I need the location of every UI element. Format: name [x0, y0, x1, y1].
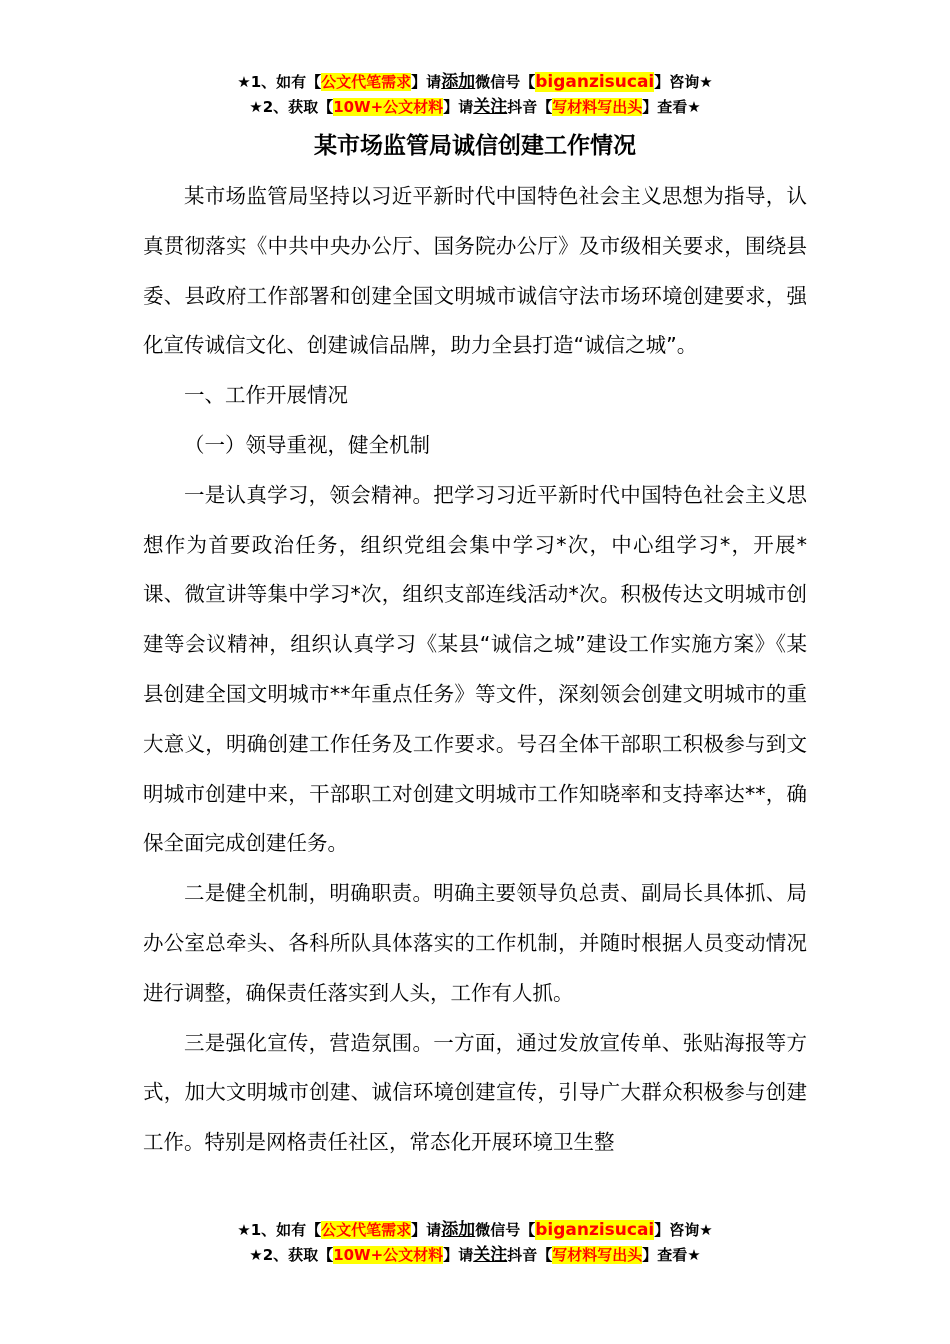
banner-text: 】查看★ [642, 1246, 701, 1264]
banner-emphasis: 关注 [473, 1245, 508, 1265]
banner-text: ★1、如有【 [237, 73, 322, 91]
banner-highlight: 10W+公文材料 [333, 98, 444, 116]
banner-emphasis: 添加 [441, 72, 476, 92]
banner-text: 】咨询★ [654, 1221, 713, 1239]
banner-text: 】请 [443, 98, 474, 116]
banner-line-1 [0, 70, 950, 95]
paragraph: 一是认真学习，领会精神。把学习习近平新时代中国特色社会主义思想作为首要政治任务，组织党组会集中学习*次，中心组学习*，开展*课、微宣讲等集中学习*次，组织支部连线活动*次。积极传达文明城市创建等会议精神，组织认真学习《某县“诚信之城”建设工作实施方案》《某县创建全国文明城市**年重点任务》等文件，深刻领会创建文明城市的重大意义，明确创建工作任务及工作要求。号召全体干部职工积极参与到文明城市创建中来，干部职工对创建文明城市工作知晓率和支持率达**，确保全面完成创建任务。 [143, 482, 807, 856]
subsection-heading: （一）领导重视，健全机制 [184, 432, 430, 457]
banner-text: 】请 [443, 1246, 474, 1264]
banner-text: 】查看★ [642, 98, 701, 116]
banner-highlight: biganzisucai [535, 1220, 655, 1240]
document-body [143, 172, 807, 1168]
banner-text: ★2、获取【 [249, 1246, 334, 1264]
banner-text: 抖音【 [507, 98, 553, 116]
section-heading: 一、工作开展情况 [184, 383, 348, 408]
banner-highlight: 写材料写出头 [552, 98, 643, 116]
banner-text: 】请 [411, 1221, 442, 1239]
document-title: 某市场监管局诚信创建工作情况 [314, 133, 636, 159]
banner-text: 】咨询★ [654, 73, 713, 91]
footer-banner [0, 1218, 950, 1268]
banner-highlight: biganzisucai [535, 72, 655, 92]
banner-emphasis: 添加 [441, 1220, 476, 1240]
banner-line-1 [0, 1218, 950, 1243]
banner-highlight: 公文代笔需求 [321, 73, 412, 91]
banner-text: 微信号【 [475, 73, 536, 91]
banner-highlight: 10W+公文材料 [333, 1246, 444, 1264]
banner-line-2 [0, 95, 950, 120]
banner-text: ★2、获取【 [249, 98, 334, 116]
banner-text: 抖音【 [507, 1246, 553, 1264]
paragraph: 二是健全机制，明确职责。明确主要领导负总责、副局长具体抓、局办公室总牵头、各科所队具体落实的工作机制，并随时根据人员变动情况进行调整，确保责任落实到人头，工作有人抓。 [143, 881, 807, 1005]
banner-text: 微信号【 [475, 1221, 536, 1239]
banner-text: ★1、如有【 [237, 1221, 322, 1239]
header-banner [0, 70, 950, 120]
banner-line-2 [0, 1243, 950, 1268]
banner-text: 】请 [411, 73, 442, 91]
banner-emphasis: 关注 [473, 97, 508, 117]
banner-highlight: 写材料写出头 [552, 1246, 643, 1264]
banner-highlight: 公文代笔需求 [321, 1221, 412, 1239]
paragraph: 三是强化宣传，营造氛围。一方面，通过发放宣传单、张贴海报等方式，加大文明城市创建、诚信环境创建宣传，引导广大群众积极参与创建工作。特别是网格责任社区，常态化开展环境卫生整 [143, 1030, 807, 1155]
paragraph-intro: 某市场监管局坚持以习近平新时代中国特色社会主义思想为指导，认真贯彻落实《中共中央办公厅、国务院办公厅》及市级相关要求，围绕县委、县政府工作部署和创建全国文明城市诚信守法市场环境创建要求，强化宣传诚信文化、创建诚信品牌，助力全县打造“诚信之城”。 [143, 184, 807, 358]
